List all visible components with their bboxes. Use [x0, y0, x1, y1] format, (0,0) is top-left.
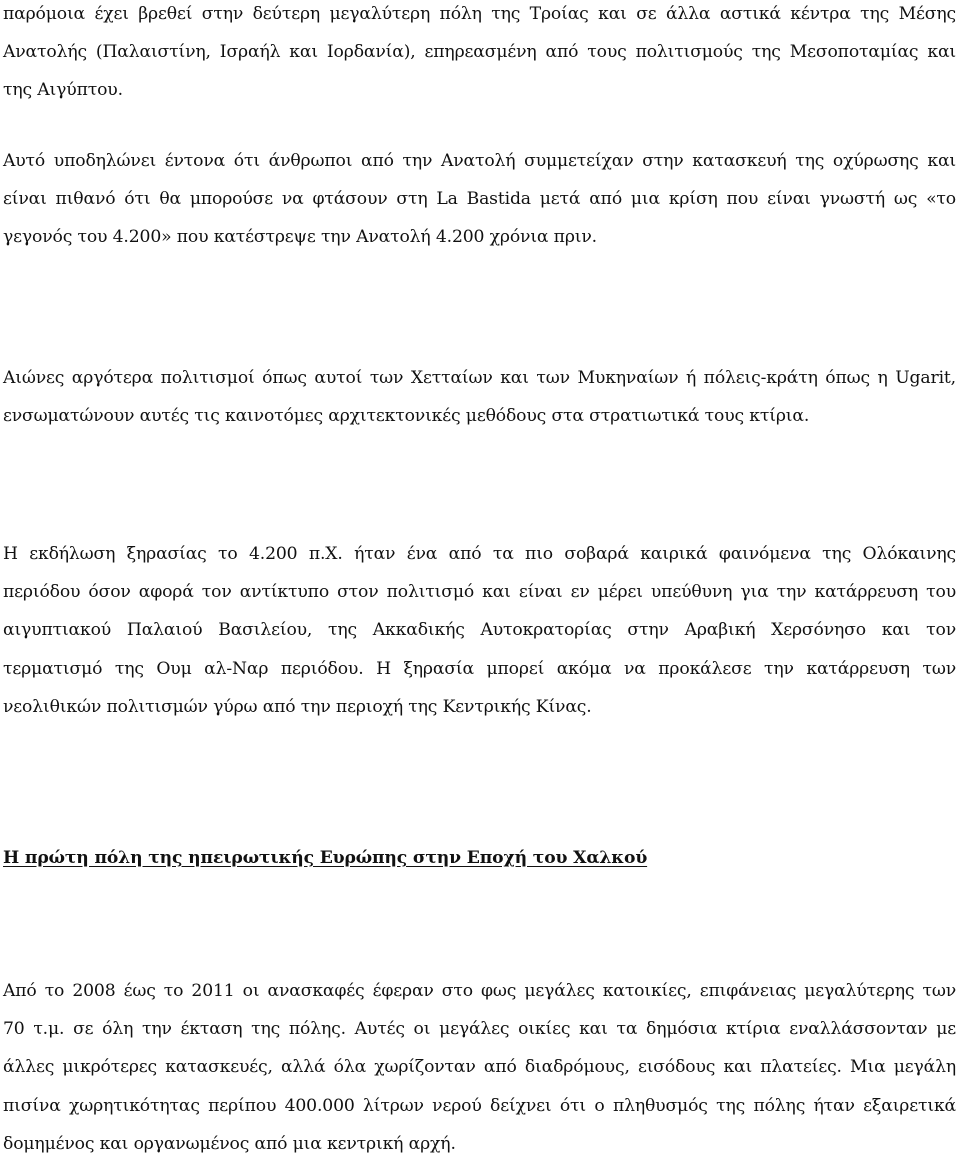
paragraph-line: αιγυπτιακού Παλαιού Βασιλείου, της Ακκαδικής Αυτοκρατορίας στην Αραβική Χερσόνησο και τον	[3, 620, 956, 641]
paragraph-drought-event	[3, 535, 956, 726]
paragraph-line: παρόμοια έχει βρεθεί στην δεύτερη μεγαλύτερη πόλη της Τροίας και σε άλλα αστικά κέντρα της Μέσης	[3, 4, 956, 24]
paragraph-line: είναι πιθανό ότι θα μπορούσε να φτάσουν στη La Bastida μετά από μια κρίση που είναι γνωστή ως «το	[3, 189, 956, 210]
paragraph-line: 70 τ.μ. σε όλη την έκταση της πόλης. Αυτές οι μεγάλες οικίες και τα δημόσια κτίρια εναλλάσσονταν με	[3, 1019, 956, 1040]
paragraph-line: Αιώνες αργότερα πολιτισμοί όπως αυτοί των Χετταίων και των Μυκηναίων ή πόλεις-κράτη όπως η Ugarit,	[3, 368, 956, 388]
paragraph-line: άλλες μικρότερες κατασκευές, αλλά όλα χωρίζονταν από διαδρόμους, εισόδους και πλατείες. Μια μεγάλη	[3, 1057, 956, 1078]
paragraph-line: Από το 2008 έως το 2011 οι ανασκαφές έφεραν στο φως μεγάλες κατοικίες, επιφάνειας μεγαλύτερης των	[3, 981, 956, 1001]
paragraph-line: της Αιγύπτου.	[3, 80, 123, 101]
paragraph-troy-parallels	[3, 0, 956, 110]
paragraph-line: πισίνα χωρητικότητας περίπου 400.000 λίτρων νερού δείχνει ότι ο πληθυσμός της πόλης ήταν εξαιρετικά	[3, 1095, 956, 1116]
paragraph-later-civilizations	[3, 359, 956, 435]
section-heading: Η πρώτη πόλη της ηπειρωτικής Ευρώπης στην Εποχή του Χαλκού	[3, 848, 648, 868]
paragraph-line: δομημένος και οργανωμένος από μια κεντρική αρχή.	[3, 1133, 456, 1154]
paragraph-line: Αυτό υποδηλώνει έντονα ότι άνθρωποι από την Ανατολή συμμετείχαν στην κατασκευή της οχύρωσης και	[3, 151, 956, 171]
paragraph-line: ενσωματώνουν αυτές τις καινοτόμες αρχιτεκτονικές μεθόδους στα στρατιωτικά τους κτίρια.	[3, 406, 810, 427]
paragraph-line: γεγονός του 4.200» που κατέστρεψε την Ανατολή 4.200 χρόνια πριν.	[3, 227, 597, 248]
paragraph-eastern-builders	[3, 142, 956, 257]
paragraph-line: τερματισμό της Ουμ αλ-Ναρ περιόδου. Η ξηρασία μπορεί ακόμα να προκάλεσε την κατάρρευση των	[3, 658, 956, 679]
paragraph-line: περιόδου όσον αφορά τον αντίκτυπο στον πολιτισμό και είναι εν μέρει υπεύθυνη για την κατάρρευση του	[3, 582, 956, 603]
paragraph-excavations	[3, 972, 956, 1163]
paragraph-line: Η εκδήλωση ξηρασίας το 4.200 π.Χ. ήταν ένα από τα πιο σοβαρά καιρικά φαινόμενα της Ολόκαινης	[3, 544, 956, 564]
paragraph-line: Ανατολής (Παλαιστίνη, Ισραήλ και Ιορδανία), επηρεασμένη από τους πολιτισμούς της Μεσοποταμίας και	[3, 42, 956, 63]
paragraph-line: νεολιθικών πολιτισμών γύρω από την περιοχή της Κεντρικής Κίνας.	[3, 696, 592, 717]
